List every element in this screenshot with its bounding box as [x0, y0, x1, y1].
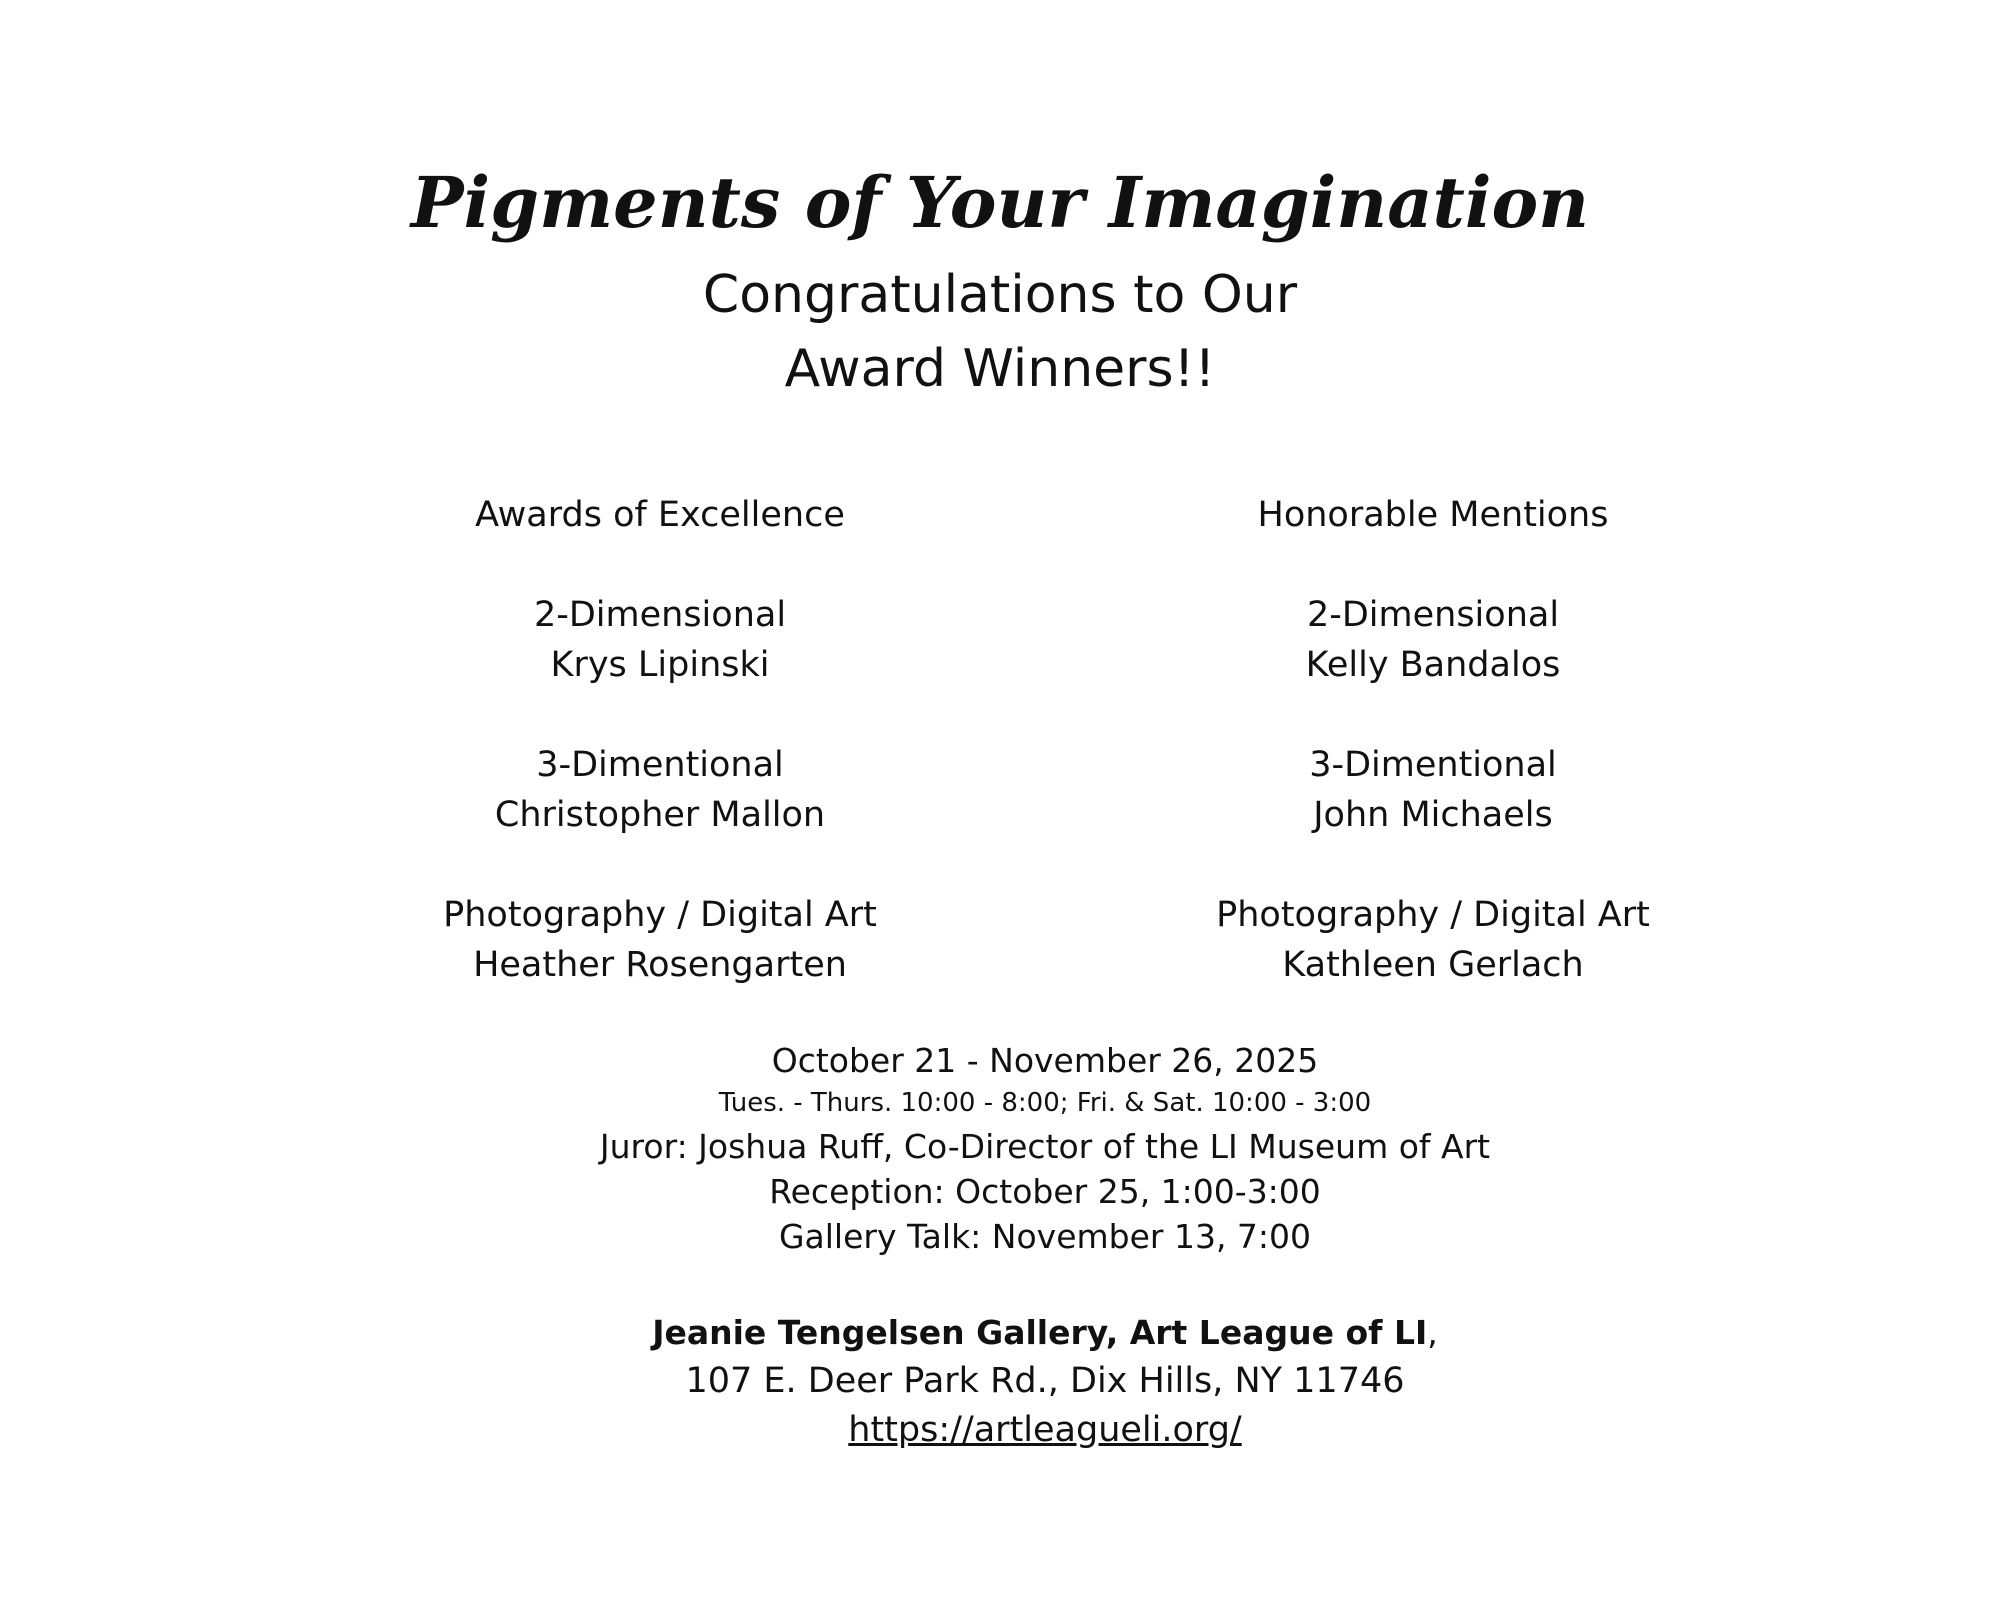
- honorable-2d-group: [1083, 590, 1783, 690]
- awards-of-excellence-heading: Awards of Excellence: [475, 495, 845, 535]
- honorable-mentions-column: [1083, 490, 1783, 990]
- venue-comma: ,: [1427, 1313, 1438, 1352]
- venue-line: [0, 1309, 2000, 1357]
- award-winner: Krys Lipinski: [550, 645, 770, 685]
- award-winner: Heather Rosengarten: [473, 945, 847, 985]
- exhibition-title: Pigments of Your Imagination: [410, 161, 1590, 244]
- congratulations-line-2: Award Winners!!: [784, 339, 1216, 399]
- juror-line: Juror: Joshua Ruff, Co-Director of the LI Museum of Art: [599, 1127, 1491, 1166]
- honorable-3d-group: [1083, 740, 1783, 840]
- venue-address: 107 E. Deer Park Rd., Dix Hills, NY 11746: [685, 1361, 1405, 1401]
- venue-name: Jeanie Tengelsen Gallery, Art League of LI: [652, 1313, 1428, 1352]
- excellence-2d-group: [310, 590, 1010, 690]
- award-category: Photography / Digital Art: [1216, 895, 1650, 935]
- award-winner: Kelly Bandalos: [1305, 645, 1561, 685]
- honorable-mentions-heading: Honorable Mentions: [1257, 495, 1609, 535]
- award-category: Photography / Digital Art: [443, 895, 877, 935]
- website-link[interactable]: https://artleagueli.org/: [848, 1410, 1242, 1450]
- reception-line: Reception: October 25, 1:00-3:00: [769, 1172, 1321, 1211]
- excellence-photo-group: [310, 890, 1010, 990]
- excellence-3d-group: [310, 740, 1010, 840]
- awards-of-excellence-column: [310, 490, 1010, 990]
- honorable-photo-group: [1083, 890, 1783, 990]
- exhibition-details: [0, 1040, 2000, 1455]
- exhibition-dates: October 21 - November 26, 2025: [771, 1041, 1319, 1080]
- gallery-talk-line: Gallery Talk: November 13, 7:00: [778, 1217, 1312, 1256]
- congratulations-heading: [0, 258, 2000, 406]
- award-winner: Christopher Mallon: [494, 795, 826, 835]
- award-category: 2-Dimensional: [1306, 595, 1560, 635]
- congratulations-line-1: Congratulations to Our: [702, 265, 1298, 325]
- gallery-hours: Tues. - Thurs. 10:00 - 8:00; Fri. & Sat. 10:00 - 3:00: [718, 1088, 1372, 1118]
- award-winner: John Michaels: [1313, 795, 1553, 835]
- award-category: 2-Dimensional: [533, 595, 787, 635]
- award-category: 3-Dimentional: [1309, 745, 1557, 785]
- award-category: 3-Dimentional: [536, 745, 784, 785]
- spacer: [0, 1259, 2000, 1309]
- award-winner: Kathleen Gerlach: [1282, 945, 1584, 985]
